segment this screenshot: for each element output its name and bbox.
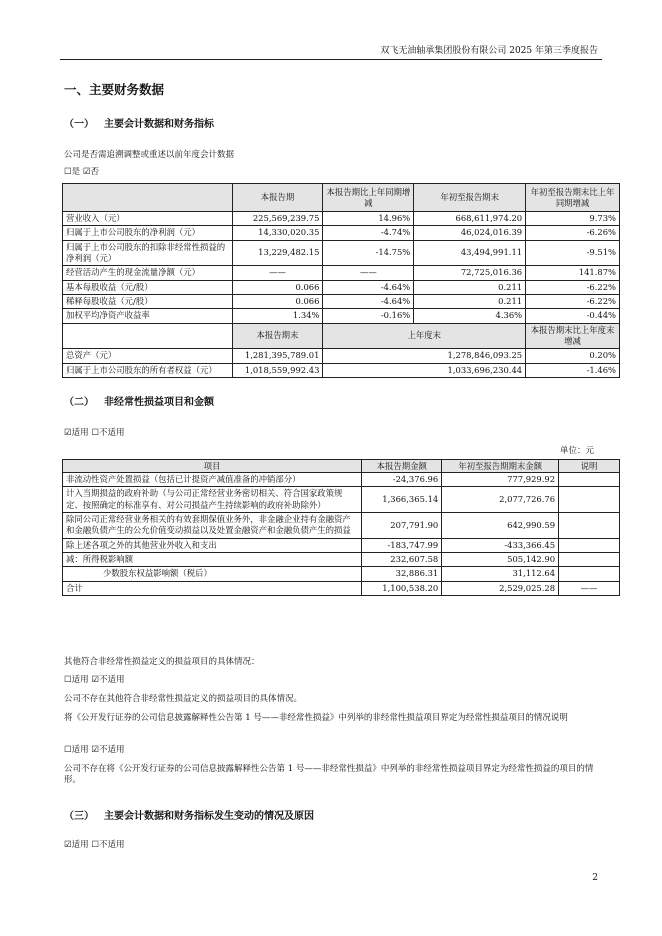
header-cell: 年初至报告期末: [414, 184, 526, 212]
reclass-answer: 公司不存在将《公开发行证券的公司信息披露解释性公告第 1 号——非经常性损益》中列举的非经常性损益项目界定为经常性损益的项目的情形。: [64, 764, 594, 786]
subsection-text: 主要会计数据和财务指标发生变动的情况及原因: [104, 811, 314, 822]
row-label: 营业收入（元）: [63, 212, 233, 226]
cell-value: 46,024,016.39: [414, 226, 526, 240]
table-row: [63, 309, 620, 323]
cell-value: 2,529,025.28: [442, 581, 559, 595]
cell-value: 141.87%: [526, 266, 620, 280]
cell-value: 1,018,559,992.43: [232, 363, 323, 377]
subsection-number: （二）: [64, 397, 94, 408]
cell-value: 1,366,365.14: [362, 487, 442, 513]
other-items-options: ☐适用 ☑不适用: [64, 675, 125, 685]
table-row: [63, 349, 620, 363]
table-subheader-row: [63, 323, 620, 349]
cell-value: 0.20%: [526, 349, 620, 363]
restate-question: 公司是否需追溯调整或重述以前年度会计数据: [64, 150, 235, 160]
cell-note: [559, 473, 620, 487]
cell-note: [559, 567, 620, 581]
cell-value: 505,142.90: [442, 553, 559, 567]
table-row: [63, 226, 620, 240]
row-label: 稀释每股收益（元/股）: [63, 295, 233, 309]
row-label: 总资产（元）: [63, 349, 233, 363]
cell-value: 1,278,846,093.25: [323, 349, 526, 363]
cell-value: 1,033,696,230.44: [323, 363, 526, 377]
cell-value: 31,112.64: [442, 567, 559, 581]
cell-value: 43,494,991.11: [414, 240, 526, 266]
subsection-title-2: [64, 396, 214, 410]
header-cell: 年初至报告期期末金额: [442, 460, 559, 473]
cell-value: 2,077,726.76: [442, 487, 559, 513]
table-row: [63, 280, 620, 294]
table-row: [63, 363, 620, 377]
applicable-options-3: ☑适用 ☐不适用: [64, 840, 125, 850]
header-cell: 说明: [559, 460, 620, 473]
table-header-row: [63, 184, 620, 212]
running-header: 双飞无油轴承集团股份有限公司 2025 年第三季度报告: [380, 46, 598, 56]
cell-value: -1.46%: [526, 363, 620, 377]
header-cell: 本报告期末: [232, 323, 323, 349]
header-cell: 本报告期: [232, 184, 323, 212]
table-row: [63, 567, 620, 581]
cell-value: 642,990.59: [442, 513, 559, 539]
cell-value: 72,725,016.36: [414, 266, 526, 280]
table-row: [63, 295, 620, 309]
table-row: [63, 240, 620, 266]
header-cell: [63, 184, 233, 212]
cell-value: 0.066: [232, 280, 323, 294]
table-row: [63, 553, 620, 567]
cell-value: 232,607.58: [362, 553, 442, 567]
cell-value: ——: [323, 266, 414, 280]
cell-value: 207,791.90: [362, 513, 442, 539]
table-header-row: [63, 460, 620, 473]
header-cell: 本报告期比上年同期增减: [323, 184, 414, 212]
row-label: 除同公司正常经营业务相关的有效套期保值业务外，非金融企业持有金融资产和金融负债产生的公允价值变动损益以及处置金融资产和金融负债产生的损益: [63, 513, 362, 539]
cell-value: -0.44%: [526, 309, 620, 323]
subsection-number: （三）: [64, 811, 94, 822]
subsection-title-3: [64, 810, 314, 824]
cell-value: 9.73%: [526, 212, 620, 226]
row-label: 减：所得税影响额: [63, 553, 362, 567]
unit-label: 单位：元: [559, 446, 594, 456]
cell-value: -0.16%: [323, 309, 414, 323]
cell-value: 14.96%: [323, 212, 414, 226]
reclass-question: 将《公开发行证券的公司信息披露解释性公告第 1 号——非经常性损益》中列举的非经常性损益项目界定为经常性损益项目的情况说明: [64, 713, 568, 723]
row-label: 非流动性资产处置损益（包括已计提资产减值准备的冲销部分）: [63, 473, 362, 487]
cell-value: 1,281,395,789.01: [232, 349, 323, 363]
table-row: [63, 581, 620, 595]
reclass-options: ☐适用 ☑不适用: [64, 745, 125, 755]
row-label: 归属于上市公司股东的净利润（元）: [63, 226, 233, 240]
header-cell: 上年度末: [323, 323, 526, 349]
cell-value: -4.64%: [323, 295, 414, 309]
other-items-answer: 公司不存在其他符合非经常性损益定义的损益项目的具体情况。: [64, 694, 303, 704]
cell-value: -183,747.99: [362, 538, 442, 552]
row-label: 基本每股收益（元/股）: [63, 280, 233, 294]
cell-value: ——: [232, 266, 323, 280]
table-row: [63, 538, 620, 552]
table-row: [63, 212, 620, 226]
header-rule: [60, 59, 602, 60]
cell-value: 0.211: [414, 295, 526, 309]
cell-note: [559, 538, 620, 552]
cell-value: -6.22%: [526, 280, 620, 294]
subsection-number: （一）: [64, 119, 94, 130]
section-title: 一、主要财务数据: [64, 82, 165, 97]
cell-value: 32,886.31: [362, 567, 442, 581]
cell-note: [559, 553, 620, 567]
page-number: 2: [592, 873, 598, 883]
blank-cell: [63, 323, 233, 349]
cell-value: -6.22%: [526, 295, 620, 309]
row-label: 计入当期损益的政府补助（与公司正常经营业务密切相关、符合国家政策规定、按照确定的标准享有、对公司损益产生持续影响的政府补助除外）: [63, 487, 362, 513]
cell-value: -14.75%: [323, 240, 414, 266]
restate-options: ☐是 ☑否: [64, 167, 99, 177]
cell-note: ——: [559, 581, 620, 595]
header-cell: 项目: [63, 460, 362, 473]
cell-value: 668,611,974.20: [414, 212, 526, 226]
subsection-title-1: [64, 118, 214, 132]
row-label: 合计: [63, 581, 362, 595]
row-label: 加权平均净资产收益率: [63, 309, 233, 323]
cell-value: -9.51%: [526, 240, 620, 266]
cell-value: 225,569,239.75: [232, 212, 323, 226]
cell-value: 0.211: [414, 280, 526, 294]
row-label: 少数股东权益影响额（税后）: [63, 567, 362, 581]
cell-value: 14,330,020.35: [232, 226, 323, 240]
subsection-text: 主要会计数据和财务指标: [104, 119, 214, 130]
subsection-text: 非经常性损益项目和金额: [104, 397, 214, 408]
row-label: 除上述各项之外的其他营业外收入和支出: [63, 538, 362, 552]
cell-value: -433,366.45: [442, 538, 559, 552]
cell-value: 777,929.92: [442, 473, 559, 487]
table-row: [63, 266, 620, 280]
cell-value: -4.64%: [323, 280, 414, 294]
cell-note: [559, 487, 620, 513]
header-cell: 本报告期金额: [362, 460, 442, 473]
cell-value: 4.36%: [414, 309, 526, 323]
table-row: [63, 513, 620, 539]
table-row: [63, 487, 620, 513]
cell-value: -24,376.96: [362, 473, 442, 487]
other-items-question: 其他符合非经常性损益定义的损益项目的具体情况：: [64, 657, 260, 667]
cell-value: 13,229,482.15: [232, 240, 323, 266]
header-cell: 年初至报告期末比上年同期增减: [526, 184, 620, 212]
cell-value: -6.26%: [526, 226, 620, 240]
table-row: [63, 473, 620, 487]
cell-value: 0.066: [232, 295, 323, 309]
key-financials-table: [62, 183, 620, 378]
row-label: 归属于上市公司股东的扣除非经常性损益的净利润（元）: [63, 240, 233, 266]
applicable-options: ☑适用 ☐不适用: [64, 428, 125, 438]
row-label: 经营活动产生的现金流量净额（元）: [63, 266, 233, 280]
header-cell: 本报告期末比上年度末增减: [526, 323, 620, 349]
cell-value: -4.74%: [323, 226, 414, 240]
nonrecurring-table: [62, 459, 620, 596]
cell-value: 1,100,538.20: [362, 581, 442, 595]
row-label: 归属于上市公司股东的所有者权益（元）: [63, 363, 233, 377]
cell-note: [559, 513, 620, 539]
cell-value: 1.34%: [232, 309, 323, 323]
